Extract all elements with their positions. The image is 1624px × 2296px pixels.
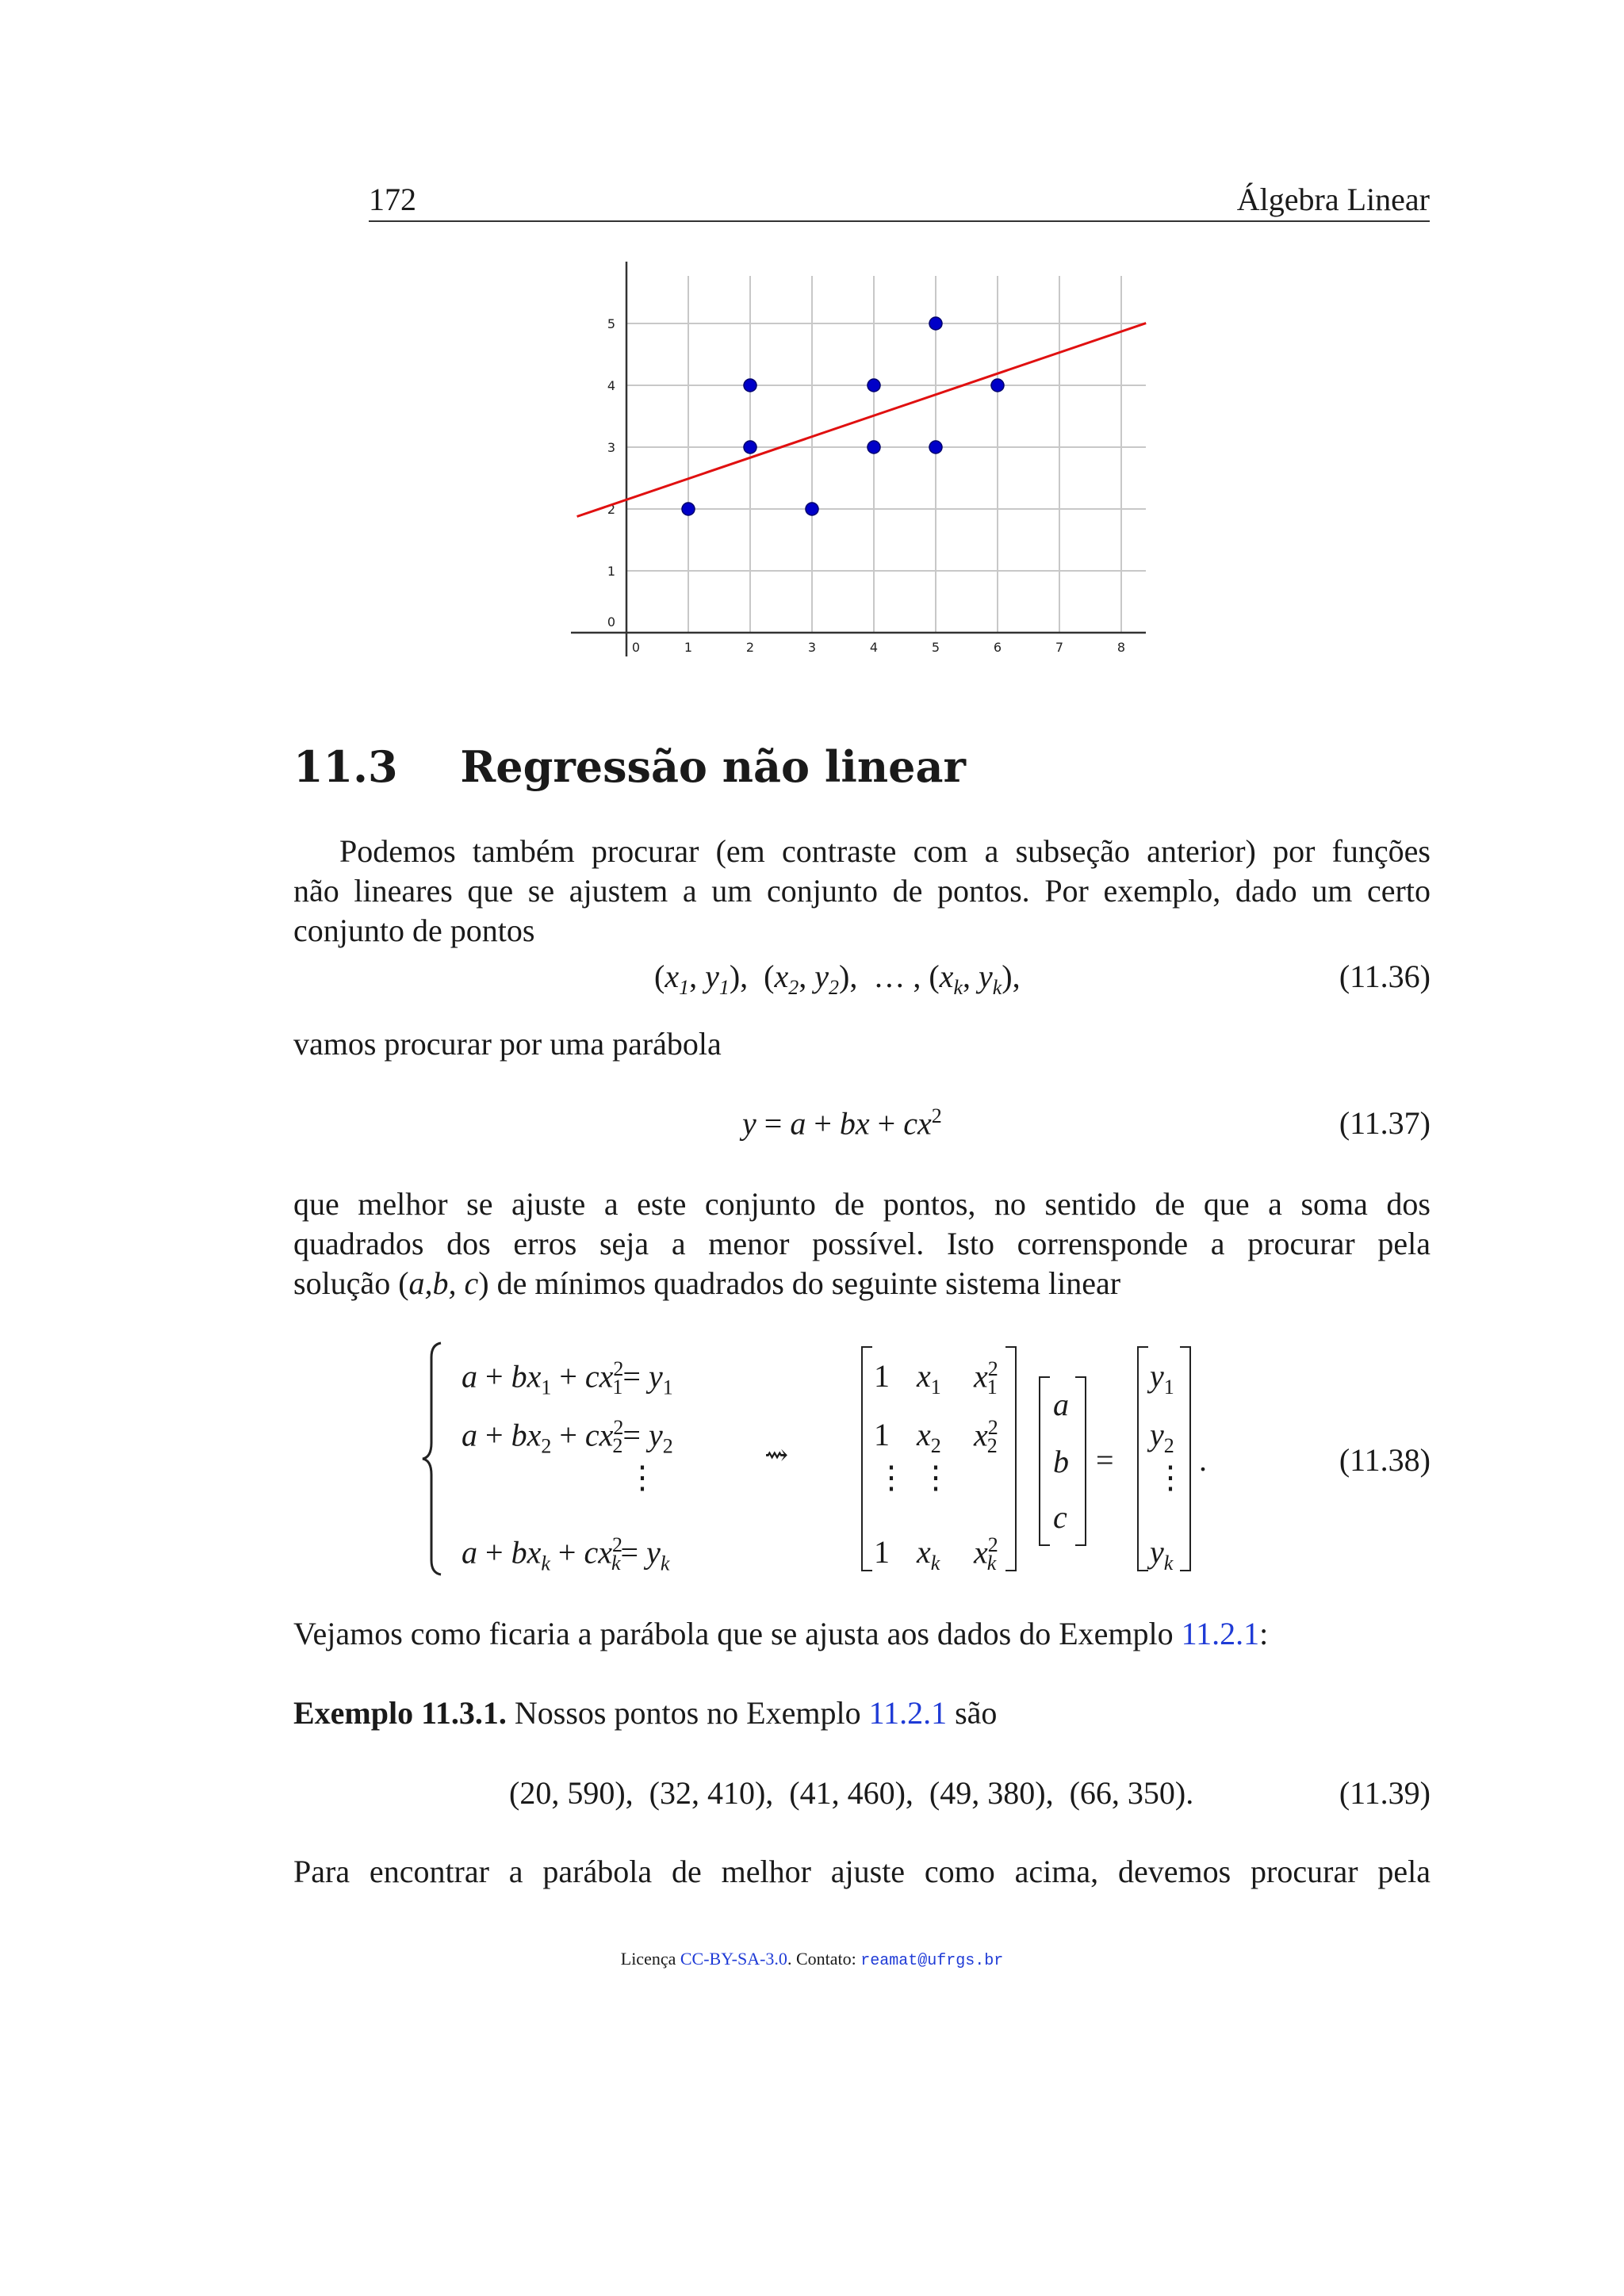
equation-11-36-body: ($x_1$, $y_1$), ($x_2$, $y_2$), … , ($x_k$, $y_k$), [654,959,1021,999]
vector-cell: c [1053,1499,1067,1535]
data-point [929,441,942,453]
data-point [929,317,942,330]
y-tick-label: 0 [607,614,615,629]
matrix-cell: $x^2_2$ [974,1416,998,1458]
matrix-cell: $x_k$ [917,1534,940,1575]
equals-sign: = [1096,1442,1114,1478]
section-number: 11.3 [293,741,398,792]
x-tick-label: 1 [684,640,693,655]
y-tick-label: 4 [607,378,615,393]
equation-11-36 [293,958,1431,997]
x-tick-label: 7 [1055,640,1064,655]
example-label: Exemplo 11.3.1. [293,1695,507,1731]
system-row-2: $a + bx_2 + cx^2_2= y_2$ [462,1416,673,1458]
equation-number-11-39: (11.39) [1339,1775,1431,1811]
equation-period: . [1199,1442,1207,1478]
x-tick-label: 3 [807,640,817,655]
paragraph-4 [293,1614,1268,1654]
link-exemplo-11-2-1[interactable]: 11.2.1 [1181,1616,1260,1651]
vector-cell: $y_2$ [1150,1417,1174,1457]
matrix-cell: ⋮ [920,1460,952,1495]
data-point [806,503,818,515]
section-title: Regressão não linear [460,741,966,792]
link-exemplo-11-2-1-b[interactable]: 11.2.1 [868,1695,948,1731]
p1-line-3: conjunto de pontos [293,913,535,948]
paragraph-5: Para encontrar a parábola de melhor ajuste como acima, devemos procurar pela [293,1854,1431,1889]
equation-number-11-37: (11.37) [1339,1105,1431,1141]
data-point [682,503,695,515]
x-tick-label: 5 [931,640,940,655]
p1-line-1: Podemos também procurar (em contraste com a subseção anterior) por funções [339,833,1431,869]
matrix-cell: $x^2_k$ [974,1533,998,1575]
x-tick-label: 8 [1116,640,1126,655]
left-brace [420,1341,444,1576]
vector-cell: b [1053,1444,1069,1479]
x-tick-label: 4 [869,640,879,655]
page-number: 172 [369,182,416,217]
section-heading [293,741,966,792]
license-link[interactable]: CC-BY-SA-3.0 [680,1949,787,1969]
x-tick-label: 6 [993,640,1002,655]
equation-11-39-body: (20, 590), (32, 410), (41, 460), (49, 380), (66, 350). [509,1775,1194,1811]
example-suffix: são [947,1695,998,1731]
paragraph-1 [293,832,1431,951]
equation-11-38 [293,1340,1431,1578]
system-row-k: $a + bx_k + cx^2_k= y_k$ [462,1533,670,1575]
example-11-3-1 [293,1693,997,1733]
matrix-cell: 1 [874,1358,890,1394]
p3-line-3-a: solução ( [293,1265,409,1301]
data-point [744,441,756,453]
equation-11-39 [293,1774,1431,1814]
matrix-cell: 1 [874,1534,890,1570]
y-tick-label: 1 [607,564,615,579]
footer-contact-prefix: . Contato: [787,1949,861,1969]
p3-line-2: quadrados dos erros seja a menor possível. Isto corrensponde a procurar pela [293,1226,1431,1261]
matrix-cell: $x^2_1$ [974,1357,998,1399]
matrix-cell: 1 [874,1417,890,1452]
footer-license-prefix: Licença [620,1949,680,1969]
data-point [868,379,880,392]
scatter-chart [555,262,1158,666]
data-point [868,441,880,453]
footer [0,1949,1624,1970]
paragraph-2: vamos procurar por uma parábola [293,1026,722,1062]
y-tick-label: 3 [607,440,615,455]
matrix-cell: ⋮ [875,1460,907,1495]
regression-line [577,323,1147,517]
vector-cell: $y_k$ [1150,1534,1174,1575]
header-rule [369,220,1430,222]
data-point [744,379,756,392]
data-point [991,379,1004,392]
system-row-vdots: ⋮ [626,1460,658,1495]
x-tick-label: 0 [631,640,641,655]
leadsto-symbol: ⇝ [764,1439,789,1471]
p4-prefix: Vejamos como ficaria a parábola que se ajusta aos dados do Exemplo [293,1616,1182,1651]
p3-line-3-vars: a,b, c [408,1265,479,1301]
vector-cell: $y_1$ [1150,1358,1174,1399]
equation-number-11-38: (11.38) [1339,1442,1431,1478]
p4-suffix: : [1259,1616,1269,1651]
equation-11-37 [293,1104,1431,1144]
matrix-cell: $x_1$ [917,1358,941,1399]
x-tick-label: 2 [745,640,755,655]
p3-line-3-b: ) de mínimos quadrados do seguinte sistema linear [478,1265,1121,1301]
system-row-1: $a + bx_1 + cx^2_1= y_1$ [462,1357,673,1399]
y-tick-label: 5 [607,316,615,331]
p3-line-1: que melhor se ajuste a este conjunto de pontos, no sentido de que a soma dos [293,1186,1431,1222]
p1-line-2: não lineares que se ajustem a um conjunto de pontos. Por exemplo, dado um certo [293,873,1431,909]
y-tick-label: 2 [607,502,615,517]
matrix-cell: $x_2$ [917,1417,941,1457]
running-title: Álgebra Linear [1236,182,1430,217]
equation-11-37-body: y = a + bx + $cx^2$ [742,1104,942,1142]
example-prefix: Nossos pontos no Exemplo [506,1695,869,1731]
contact-email-link[interactable]: reamat@ufrgs.br [860,1952,1004,1970]
paragraph-3 [293,1184,1431,1303]
vector-cell: ⋮ [1155,1460,1186,1495]
p3-line-3 [293,1264,1431,1303]
vector-cell: a [1053,1387,1069,1422]
equation-number-11-36: (11.36) [1339,959,1431,994]
